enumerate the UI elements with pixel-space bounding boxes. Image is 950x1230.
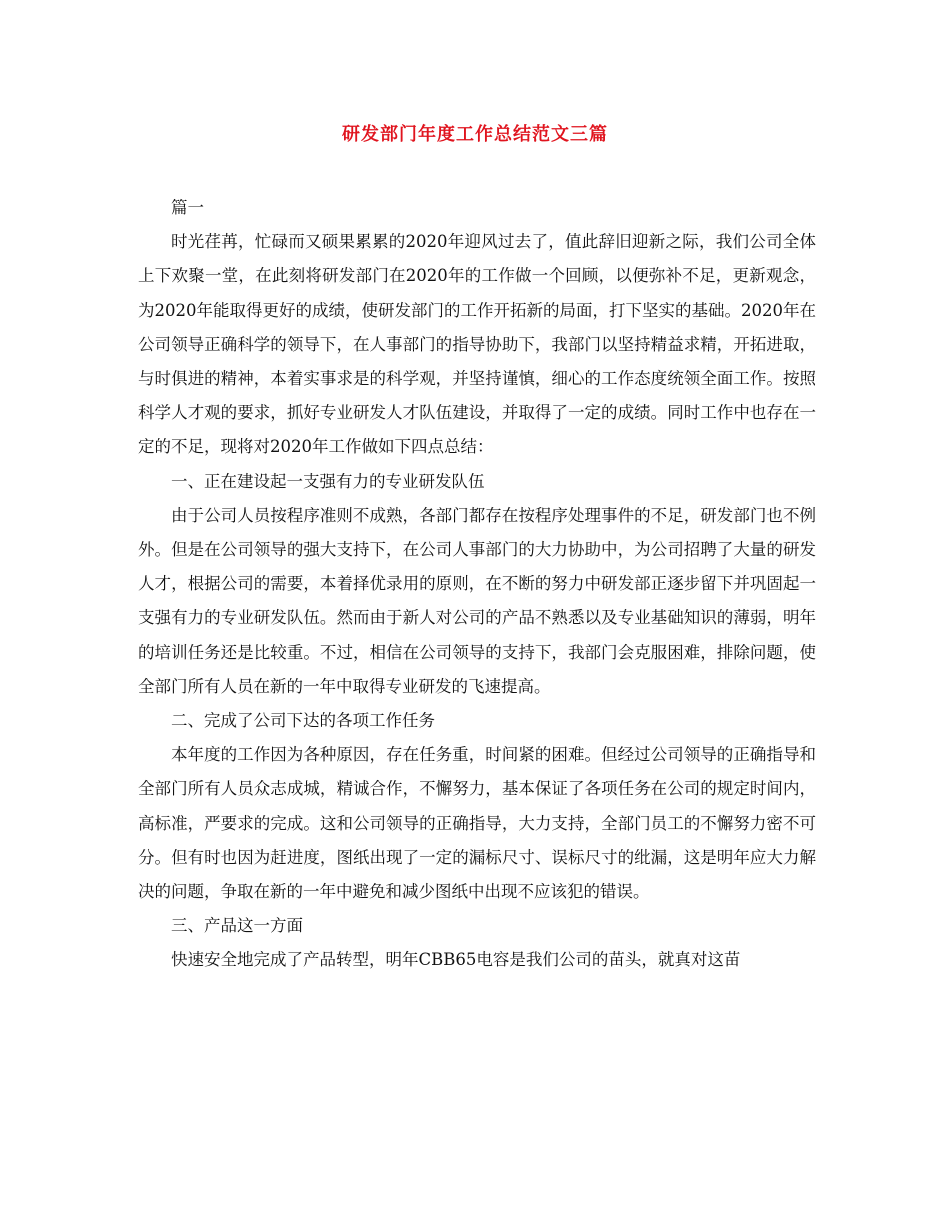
body-paragraph: 本年度的工作因为各种原因，存在任务重，时间紧的困难。但经过公司领导的正确指导和全部门所有人员众志成城，精诚合作，不懈努力，基本保证了各项任务在公司的规定时间内，高标准，严要求的完成。这和公司领导的正确指导，大力支持，全部门员工的不懈努力密不可分。但有时也因为赶进度，图纸出现了一定的漏标尺寸、误标尺寸的纰漏，这是明年应大力解决的问题，争取在新的一年中避免和减少图纸中出现不应该犯的错误。 bbox=[138, 745, 816, 902]
section-heading: 二、完成了公司下达的各项工作任务 bbox=[171, 711, 435, 731]
body-paragraph: 快速安全地完成了产品转型，明年CBB65电容是我们公司的苗头，就真对这苗 bbox=[171, 950, 741, 970]
section-heading: 三、产品这一方面 bbox=[171, 916, 303, 936]
document-body bbox=[138, 191, 816, 978]
document-title: 研发部门年度工作总结范文三篇 bbox=[342, 124, 608, 145]
body-paragraph: 由于公司人员按程序准则不成熟，各部门都存在按程序处理事件的不足，研发部门也不例外。但是在公司领导的强大支持下，在公司人事部门的大力协助中，为公司招聘了大量的研发人才，根据公司的需要，本着择优录用的原则，在不断的努力中研发部正逐步留下并巩固起一支强有力的专业研发队伍。然而由于新人对公司的产品不熟悉以及专业基础知识的薄弱，明年的培训任务还是比较重。不过，相信在公司领导的支持下，我部门会克服困难，排除问题，使全部门所有人员在新的一年中取得专业研发的飞速提高。 bbox=[138, 505, 816, 696]
section-label: 篇一 bbox=[171, 198, 204, 217]
section-heading: 一、正在建设起一支强有力的专业研发队伍 bbox=[171, 471, 485, 491]
body-paragraph: 时光荏苒，忙碌而又硕果累累的2020年迎风过去了，值此辞旧迎新之际，我们公司全体上下欢聚一堂，在此刻将研发部门在2020年的工作做一个回顾，以便弥补不足，更新观念，为2020年能取得更好的成绩，使研发部门的工作开拓新的局面，打下坚实的基础。2020年在公司领导正确科学的领导下，在人事部门的指导协助下，我部门以坚持精益求精，开拓进取，与时俱进的精神，本着实事求是的科学观，并坚持谨慎，细心的工作态度统领全面工作。按照科学人才观的要求，抓好专业研发人才队伍建设，并取得了一定的成绩。同时工作中也存在一定的不足，现将对2020年工作做如下四点总结： bbox=[138, 232, 816, 457]
